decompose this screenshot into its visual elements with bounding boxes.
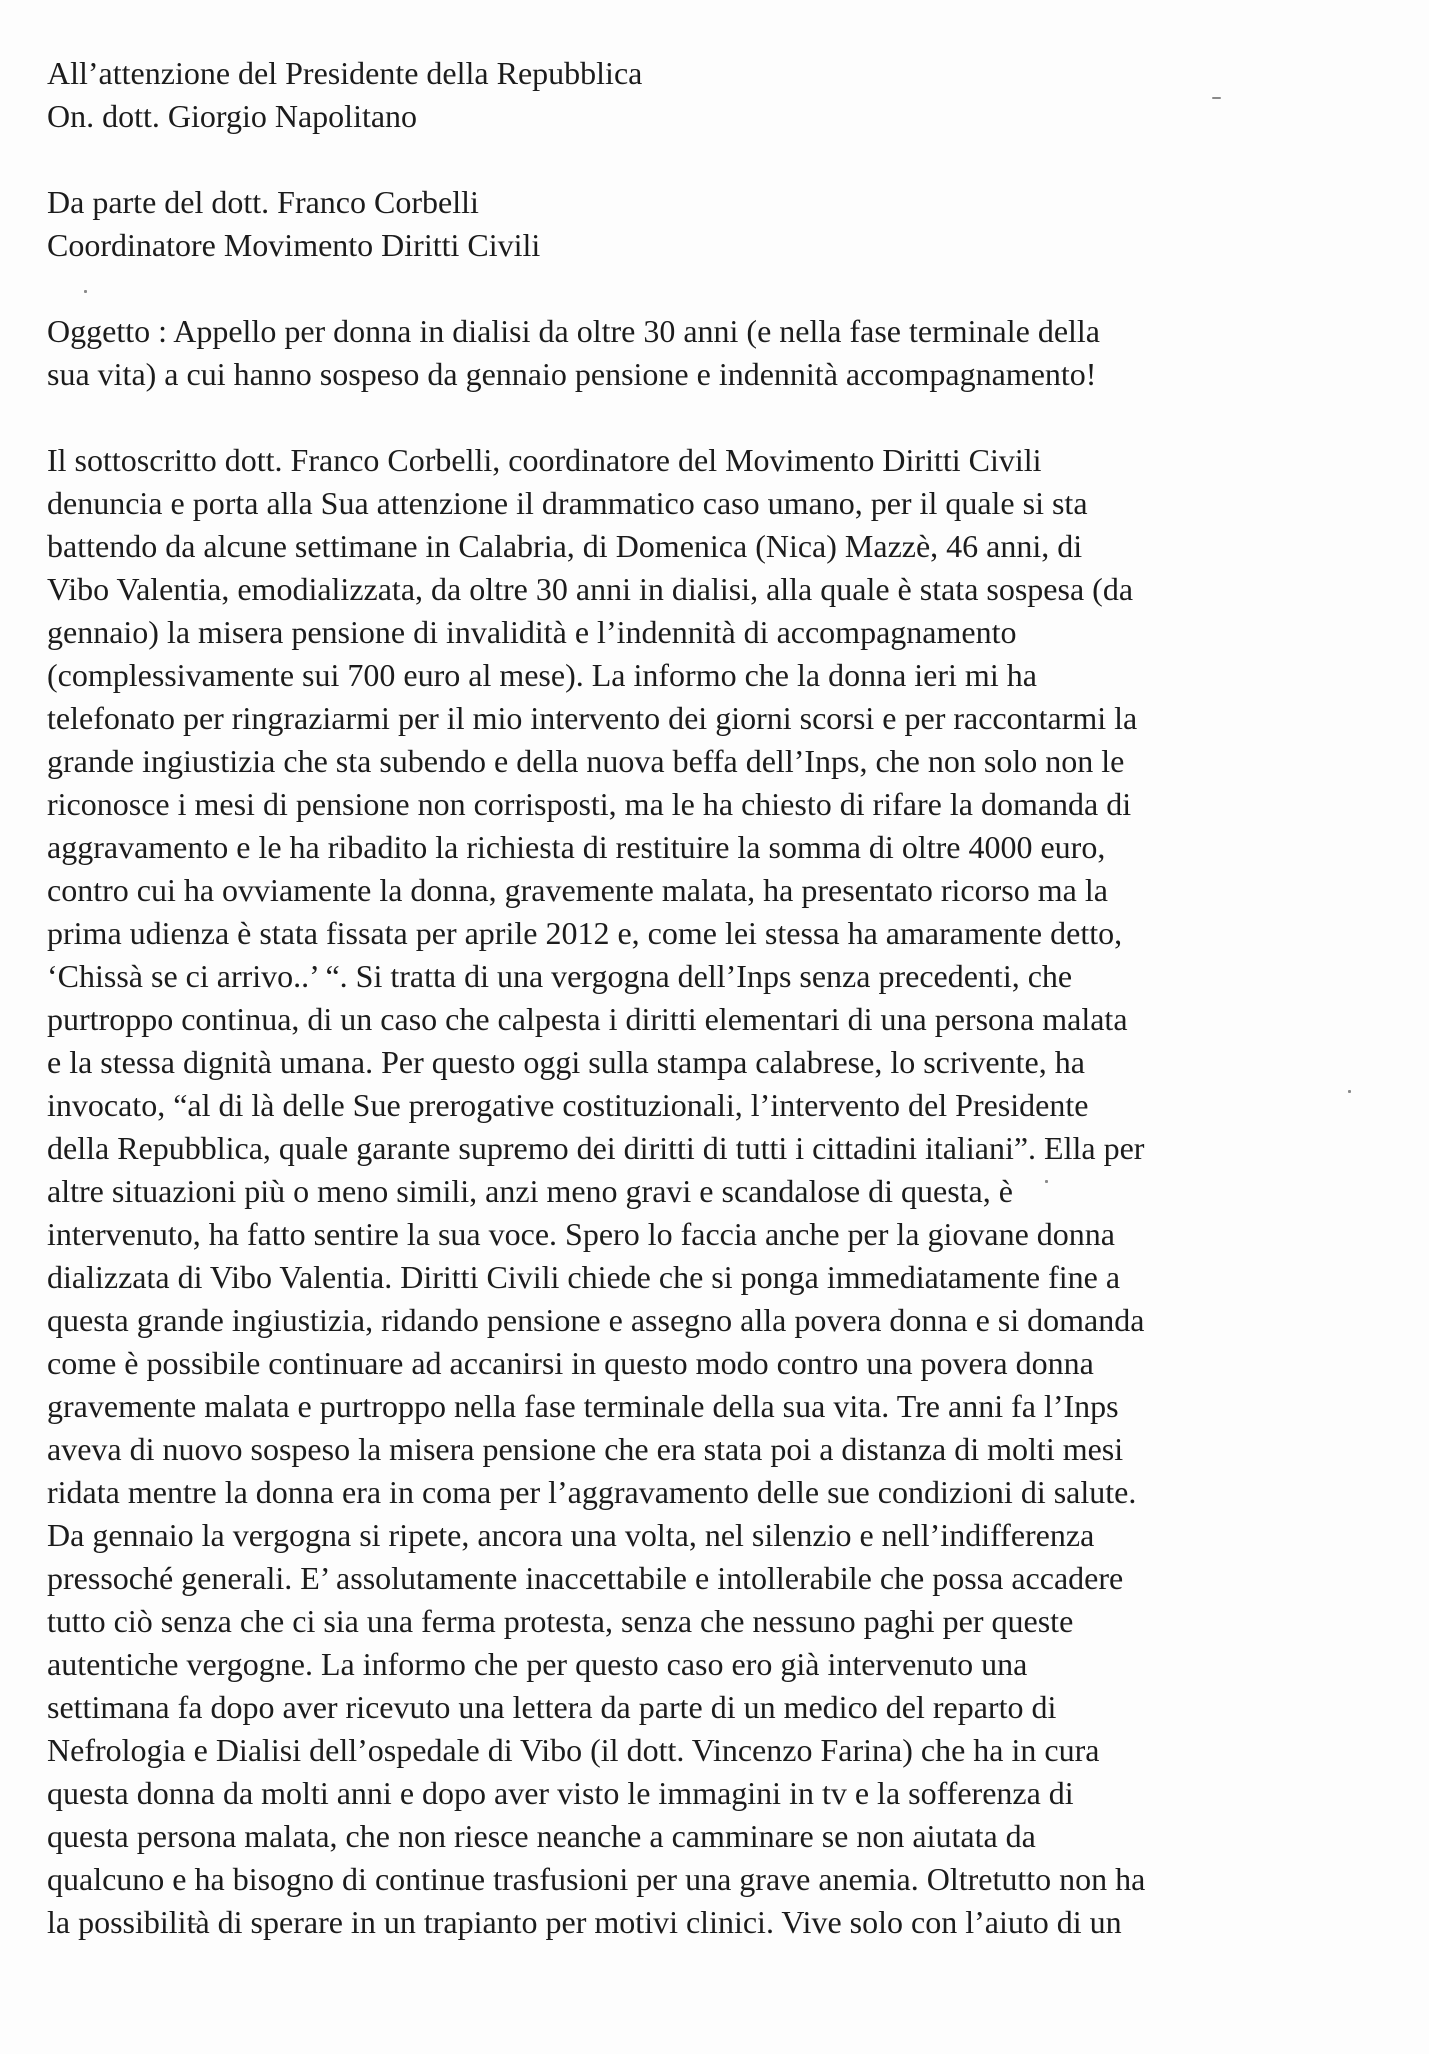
spacer [47,396,1377,439]
body-paragraph [47,439,1377,1944]
body-line: Vibo Valentia, emodializzata, da oltre 30 anni in dialisi, alla quale è stata sospesa (da [47,571,1134,607]
subject-line: sua vita) a cui hanno sospeso da gennaio pensione e indennità accompagnamento! [47,356,1097,392]
body-line: riconosce i mesi di pensione non corrisposti, ma le ha chiesto di rifare la domanda di [47,786,1132,822]
body-line: gravemente malata e purtroppo nella fase terminale della sua vita. Tre anni fa l’Inps [47,1388,1119,1424]
spacer [47,267,1377,310]
letter-text [47,52,1377,1944]
recipient-line: All’attenzione del Presidente della Repubblica [47,55,643,91]
body-line: la possibilità di sperare in un trapianto per motivi clinici. Vive solo con l’aiuto di un [47,1904,1122,1940]
subject-line: Oggetto : Appello per donna in dialisi da oltre 30 anni (e nella fase terminale della [47,313,1100,349]
subject-block [47,310,1377,396]
body-line: (complessivamente sui 700 euro al mese). La informo che la donna ieri mi ha [47,657,1037,693]
sender-line: Coordinatore Movimento Diritti Civili [47,227,541,263]
body-line: contro cui ha ovviamente la donna, gravemente malata, ha presentato ricorso ma la [47,872,1108,908]
body-line: ridata mentre la donna era in coma per l’aggravamento delle sue condizioni di salute. [47,1474,1137,1510]
body-line: intervenuto, ha fatto sentire la sua voce. Spero lo faccia anche per la giovane donna [47,1216,1115,1252]
body-line: denuncia e porta alla Sua attenzione il drammatico caso umano, per il quale si sta [47,485,1088,521]
body-line: battendo da alcune settimane in Calabria, di Domenica (Nica) Mazzè, 46 anni, di [47,528,1083,564]
body-line: gennaio) la misera pensione di invalidità e l’indennità di accompagnamento [47,614,1017,650]
body-line: questa grande ingiustizia, ridando pensione e assegno alla povera donna e si domanda [47,1302,1145,1338]
body-line: qualcuno e ha bisogno di continue trasfusioni per una grave anemia. Oltretutto non ha [47,1861,1146,1897]
body-line: questa persona malata, che non riesce neanche a camminare se non aiutata da [47,1818,1036,1854]
body-line: grande ingiustizia che sta subendo e della nuova beffa dell’Inps, che non solo non le [47,743,1125,779]
body-line: aveva di nuovo sospeso la misera pensione che era stata poi a distanza di molti mesi [47,1431,1124,1467]
body-line: purtroppo continua, di un caso che calpesta i diritti elementari di una persona malata [47,1001,1128,1037]
body-line: tutto ciò senza che ci sia una ferma protesta, senza che nessuno paghi per queste [47,1603,1074,1639]
recipient-block [47,52,1377,138]
body-line: Il sottoscritto dott. Franco Corbelli, coordinatore del Movimento Diritti Civili [47,442,1042,478]
sender-line: Da parte del dott. Franco Corbelli [47,184,479,220]
body-line: come è possibile continuare ad accanirsi in questo modo contro una povera donna [47,1345,1094,1381]
body-line: ‘Chissà se ci arrivo..’ “. Si tratta di una vergogna dell’Inps senza precedenti, che [47,958,1073,994]
sender-block [47,181,1377,267]
body-line: settimana fa dopo aver ricevuto una lettera da parte di un medico del reparto di [47,1689,1057,1725]
body-line: altre situazioni più o meno simili, anzi meno gravi e scandalose di questa, è [47,1173,1013,1209]
body-line: invocato, “al di là delle Sue prerogative costituzionali, l’intervento del Presidente [47,1087,1089,1123]
recipient-line: On. dott. Giorgio Napolitano [47,98,418,134]
body-line: pressoché generali. E’ assolutamente inaccettabile e intollerabile che possa accadere [47,1560,1124,1596]
body-line: aggravamento e le ha ribadito la richiesta di restituire la somma di oltre 4000 euro, [47,829,1106,865]
body-line: telefonato per ringraziarmi per il mio intervento dei giorni scorsi e per raccontarmi la [47,700,1138,736]
body-line: Nefrologia e Dialisi dell’ospedale di Vibo (il dott. Vincenzo Farina) che ha in cura [47,1732,1100,1768]
body-line: della Repubblica, quale garante supremo dei diritti di tutti i cittadini italiani”. Ella per [47,1130,1145,1166]
body-line: e la stessa dignità umana. Per questo oggi sulla stampa calabrese, lo scrivente, ha [47,1044,1085,1080]
body-line: dializzata di Vibo Valentia. Diritti Civili chiede che si ponga immediatamente fine a [47,1259,1121,1295]
body-line: questa donna da molti anni e dopo aver visto le immagini in tv e la sofferenza di [47,1775,1074,1811]
spacer [47,138,1377,181]
body-line: autentiche vergogne. La informo che per questo caso ero già intervenuto una [47,1646,1028,1682]
body-line: prima udienza è stata fissata per aprile 2012 e, come lei stessa ha amaramente detto, [47,915,1123,951]
body-line: Da gennaio la vergogna si ripete, ancora una volta, nel silenzio e nell’indifferenza [47,1517,1095,1553]
